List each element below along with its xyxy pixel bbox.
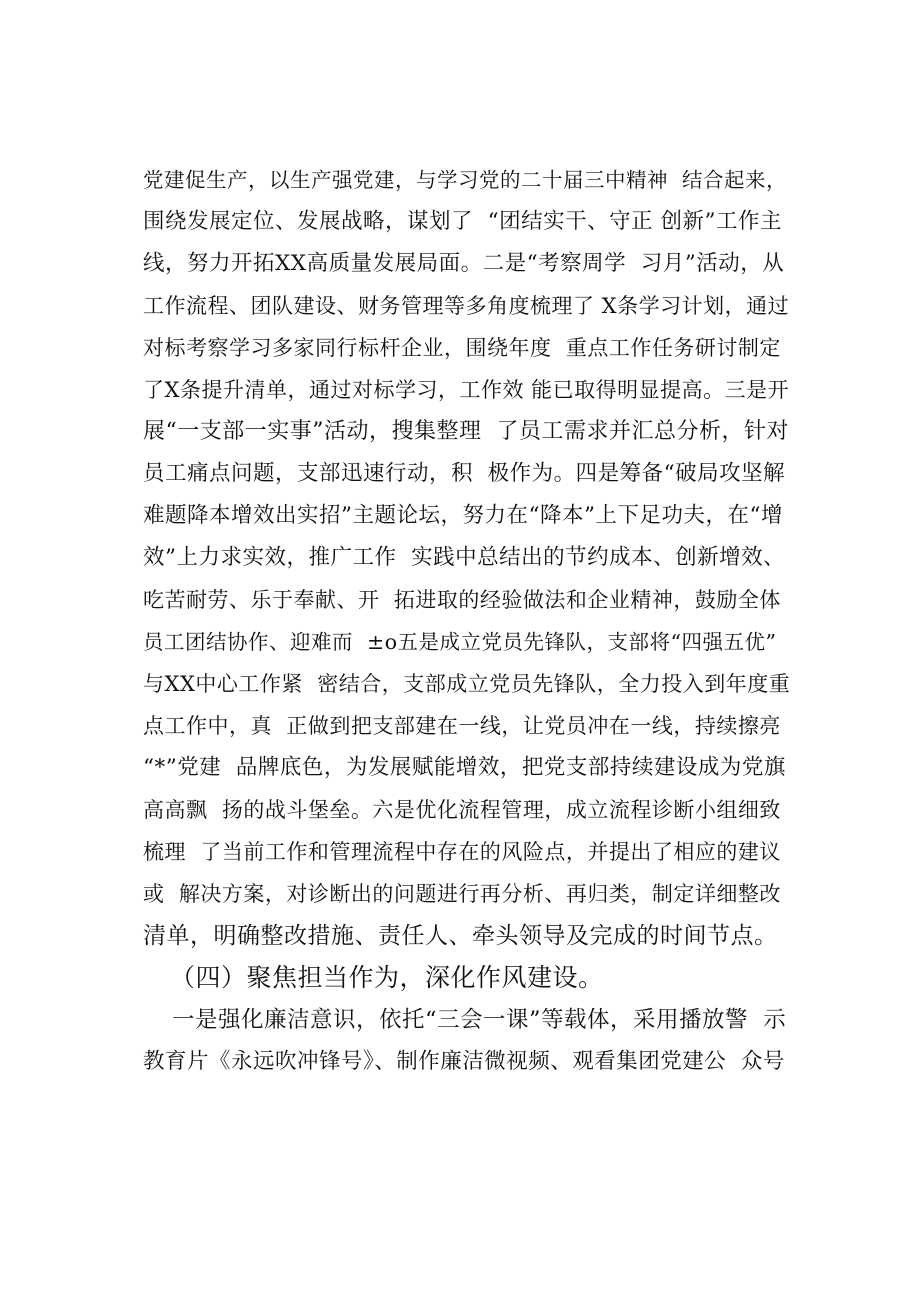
body-line: 线，努力开拓XX高质量发展局面。二是“考察周学 习月”活动，从 bbox=[143, 251, 785, 276]
body-line: 梳理 了当前工作和管理流程中存在的风险点，并提出了相应的建议 bbox=[143, 840, 781, 864]
body-line: 一是强化廉洁意识，依托“三会一课”等载体，采用播放警 示 bbox=[172, 1007, 787, 1033]
body-line: 吃苦耐劳、乐于奉献、开 拓进取的经验做法和企业精神，鼓励全体 bbox=[143, 588, 781, 612]
body-line: 点工作中，真 正做到把支部建在一线，让党员冲在一线，持续擦亮 bbox=[143, 714, 781, 738]
body-line: 难题降本增效出实招”主题论坛，努力在“降本”上下足功夫，在“增 bbox=[143, 503, 783, 528]
section-heading: （四）聚焦担当作为，深化作风建设。 bbox=[170, 963, 604, 992]
body-line: 了X条提升清单，通过对标学习，工作效 能已取得明显提高。三是开 bbox=[143, 378, 790, 402]
body-line: 对标考察学习多家同行标杆企业，围绕年度 重点工作任务研讨制定 bbox=[143, 336, 781, 360]
body-line: 员工痛点问题，支部迅速行动，积 极作为。四是筹备“破局攻坚解 bbox=[143, 461, 786, 486]
body-line: 高高飘 扬的战斗堡垒。六是优化流程管理，成立流程诊断小组细致 bbox=[143, 798, 781, 822]
body-line: 员工团结协作、迎难而 ±o五是成立党员先锋队，支部将“四强五优” bbox=[143, 630, 777, 654]
body-line: 清单，明确整改措施、责任人、牵头领导及完成的时间节点。 bbox=[143, 923, 778, 949]
body-line: 党建促生产，以生产强党建，与学习党的二十届三中精神 结合起来， bbox=[143, 168, 788, 192]
body-line: “*”党建 品牌底色，为发展赋能增效，把党支部持续建设成为党旗 bbox=[143, 755, 786, 780]
body-line: 工作流程、团队建设、财务管理等多角度梳理了 X条学习计划，通过 bbox=[143, 294, 790, 318]
body-line: 展“一支部一实事”活动，搜集整理 了员工需求并汇总分析，针对 bbox=[143, 419, 789, 444]
body-line: 效”上力求实效，推广工作 实践中总结出的节约成本、创新增效、 bbox=[143, 545, 786, 570]
body-line: 围绕发展定位、发展战略，谋划了 “团结实干、守正 创新”工作主 bbox=[143, 209, 782, 234]
body-line: 教育片《永远吹冲锋号》、制作廉洁微视频、观看集团党建公 众号 bbox=[143, 1049, 785, 1074]
body-line: 或 解决方案，对诊断出的问题进行再分析、再归类，制定详细整改 bbox=[143, 882, 781, 906]
body-line: 与XX中心工作紧 密结合，支部成立党员先锋队，全力投入到年度重 bbox=[143, 672, 791, 696]
